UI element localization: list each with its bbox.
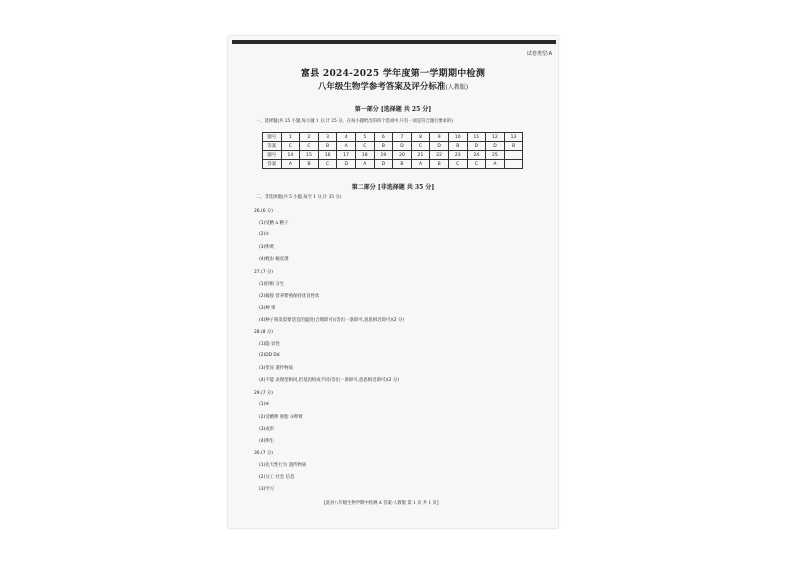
answer-table-cell: C (300, 142, 319, 151)
answer-line: (4)不能 表现型相同,但基因组成不同(答出一条即可,意思相近即可)(2 分) (259, 378, 399, 384)
question-number: 27.(7 分) (254, 269, 273, 275)
answer-table-cell: 18 (355, 151, 374, 160)
answer-table-cell: 12 (486, 133, 505, 142)
answer-table-cell: B (504, 142, 523, 151)
answer-table-cell: 9 (430, 133, 449, 142)
answer-table-row (263, 133, 523, 142)
answer-table-cell: D (393, 142, 412, 151)
part1-heading: 第一部分 [选择题 共 25 分] (354, 106, 432, 113)
answer-table-cell: 21 (411, 151, 430, 160)
answer-table-cell: 8 (411, 133, 430, 142)
answer-line: (1)受精 a 精子 (259, 221, 289, 227)
answer-table-cell: 25 (486, 151, 505, 160)
answer-table-row (263, 160, 523, 169)
answer-table-cell: A (411, 160, 430, 169)
answer-table-cell: C (318, 160, 337, 169)
answer-table-cell: C (355, 142, 374, 151)
question-number: 28.(8 分) (254, 330, 273, 335)
answer-table-cell: 11 (467, 133, 486, 142)
answer-line: (3)学习 (259, 487, 275, 493)
answer-table-cell: 7 (393, 133, 412, 142)
answer-table-cell: D (486, 142, 505, 151)
answer-table-cell: A (486, 160, 505, 169)
answer-table-cell: A (281, 160, 300, 169)
answer-table-cell: 1 (281, 133, 300, 142)
answer-line: (1)先天性行为 遗传物质 (259, 463, 307, 469)
answer-table-cell: 23 (448, 151, 467, 160)
answer-line: (3)成形 (259, 426, 275, 432)
answer-table-cell: C (281, 142, 300, 151)
answer-table-cell: C (448, 160, 467, 169)
question-number: 26.(6 分) (254, 209, 273, 214)
answer-table-cell: A (337, 142, 356, 151)
answer-line: (2)受精卵 胚胎 ③卵黄 (259, 414, 303, 420)
answer-table-row (263, 151, 523, 160)
answer-table-cell (504, 160, 523, 169)
answer-table-cell: 题号 (263, 151, 282, 160)
answer-line: (2)分工 社会 信息 (259, 475, 295, 481)
answer-table-cell (504, 151, 523, 160)
answer-table-cell: B (374, 142, 393, 151)
answer-line: (4)蝗虫 蜕皮现 (259, 257, 289, 263)
answer-table-cell: A (355, 160, 374, 169)
document-subtitle (228, 80, 558, 92)
answer-table-cell: 24 (467, 151, 486, 160)
answer-table-cell: D (467, 142, 486, 151)
document-page (228, 36, 558, 528)
answer-line: (1)隐 显性 (259, 342, 280, 348)
answer-table-cell: 答案 (263, 160, 282, 169)
answer-line: (4)卵生 (259, 438, 275, 444)
answer-line: (3)卵黄 (259, 245, 275, 251)
answer-table-cell: B (318, 142, 337, 151)
answer-table-cell: 答案 (263, 142, 282, 151)
question-number: 29.(7 分) (254, 390, 273, 396)
answer-line: (3)变异 遗传物质 (259, 366, 293, 372)
answer-table-cell: 13 (504, 133, 523, 142)
answer-line: (1)④ (259, 401, 270, 407)
answer-table-cell: D (337, 160, 356, 169)
answer-table-cell: D (430, 142, 449, 151)
answer-table-cell: B (300, 160, 319, 169)
answer-table-cell: 题号 (263, 133, 282, 142)
answer-table-cell: D (374, 160, 393, 169)
answer-line: (4)种子萌发需要适宜的温度(合理即可)(答出一条即可,意思相近即可)(2 分) (259, 317, 405, 323)
answer-table-cell: 5 (355, 133, 374, 142)
top-rule (232, 40, 556, 44)
answer-table-cell: 17 (337, 151, 356, 160)
answer-table-cell: B (393, 160, 412, 169)
subtitle-edition: (人教版) (445, 84, 469, 91)
answer-table-cell: B (430, 160, 449, 169)
answer-table-cell: 10 (448, 133, 467, 142)
answer-table-cell: B (448, 142, 467, 151)
answer-table-cell: C (411, 142, 430, 151)
answer-table-cell: 3 (318, 133, 337, 142)
part2-heading: 第二部分 [非选择题 共 35 分] (351, 184, 435, 191)
question-number: 30.(7 分) (254, 451, 273, 456)
answer-table-cell: 15 (300, 151, 319, 160)
answer-table-cell: C (467, 160, 486, 169)
answer-table-cell: 2 (300, 133, 319, 142)
answer-table (262, 132, 523, 169)
document-title: 富县 2024-2025 学年度第一学期期中检测 (300, 69, 486, 79)
page-footer: [富县八年级生物学期中检测 A 答案-人教版 第 1 页 共 1 页] (324, 501, 439, 506)
answer-table-row (263, 142, 523, 151)
answer-table-cell: 16 (318, 151, 337, 160)
answer-table-cell: 6 (374, 133, 393, 142)
exam-type-tag: 试卷类型:A (526, 51, 552, 57)
answer-table-cell: 22 (430, 151, 449, 160)
subtitle-text: 八年级生物学参考答案及评分标准 (317, 82, 446, 92)
part2-instruction: 二、非选择题(共 5 小题,每空 1 分,计 35 分) (256, 195, 342, 200)
answer-line: (2)嫁接 营养繁殖保持优良性状 (259, 293, 320, 299)
answer-table-cell: 4 (337, 133, 356, 142)
answer-line: (2)DD Dd (259, 353, 280, 359)
answer-line: (2)① (259, 232, 270, 238)
answer-line: (1)胚根 分生 (259, 281, 285, 287)
answer-line: (3)种 果 (259, 305, 276, 311)
answer-table-cell: 19 (374, 151, 393, 160)
answer-table-cell: 14 (281, 151, 300, 160)
answer-table-cell: 20 (393, 151, 412, 160)
part1-instruction: 一、选择题(共 25 小题,每小题 1 分,计 25 分。在每小题给出的四个选项中,只有一项是符合题目要求的) (256, 119, 453, 124)
